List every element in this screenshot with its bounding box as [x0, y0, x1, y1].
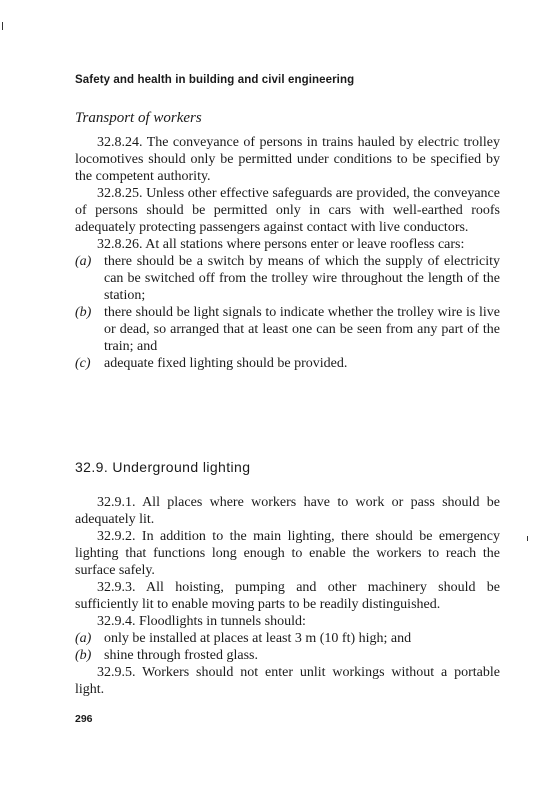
list-item: [75, 304, 500, 355]
item-text: there should be light signals to indicate whether the trolley wire is live or dead, so arranged that at least one can be seen from any part of the train; and: [104, 305, 500, 354]
paragraph-32-8-26: 32.8.26. At all stations where persons enter or leave roofless cars:: [97, 237, 465, 252]
item-label: (a): [75, 254, 92, 269]
scan-mark: [527, 536, 528, 541]
paragraph-32-9-3: 32.9.3. All hoisting, pumping and other machinery should be sufficiently lit to enable moving parts to be readily distinguished.: [75, 580, 500, 612]
transport-section: [75, 134, 500, 372]
item-text: there should be a switch by means of which the supply of electricity can be switched off from the trolley wire throughout the length of the station;: [104, 254, 500, 303]
page-number: 296: [75, 713, 93, 725]
list-item: [75, 355, 500, 372]
paragraph-32-8-24: 32.8.24. The conveyance of persons in trains hauled by electric trolley locomotives should only be permitted under conditions to be specified by the competent authority.: [75, 135, 500, 184]
item-text: adequate fixed lighting should be provided.: [104, 356, 348, 371]
item-label: (c): [75, 356, 91, 371]
item-label: (b): [75, 648, 92, 663]
item-label: (b): [75, 305, 92, 320]
paragraph-32-9-4: 32.9.4. Floodlights in tunnels should:: [97, 614, 306, 629]
list-item: [75, 647, 500, 664]
item-label: (a): [75, 631, 92, 646]
list-item: [75, 630, 500, 647]
subsection-title: Transport of workers: [75, 110, 202, 126]
paragraph-32-8-25: 32.8.25. Unless other effective safeguards are provided, the conveyance of persons should be permitted only in cars with well-earthed roofs adequately protecting passengers against contact with live conductors.: [75, 186, 500, 235]
paragraph-32-9-2: 32.9.2. In addition to the main lighting, there should be emergency lighting that functions long enough to enable the workers to reach the surface safely.: [75, 529, 500, 578]
lighting-section: [75, 494, 500, 698]
paragraph-32-9-5: 32.9.5. Workers should not enter unlit workings without a portable light.: [75, 665, 500, 697]
paragraph-32-9-1: 32.9.1. All places where workers have to work or pass should be adequately lit.: [75, 495, 500, 527]
running-head: Safety and health in building and civil engineering: [75, 74, 355, 86]
list-item: [75, 253, 500, 304]
section-heading: 32.9. Underground lighting: [75, 459, 251, 475]
scan-mark: [2, 22, 3, 30]
item-text: only be installed at places at least 3 m (10 ft) high; and: [104, 631, 412, 646]
item-text: shine through frosted glass.: [104, 648, 258, 663]
